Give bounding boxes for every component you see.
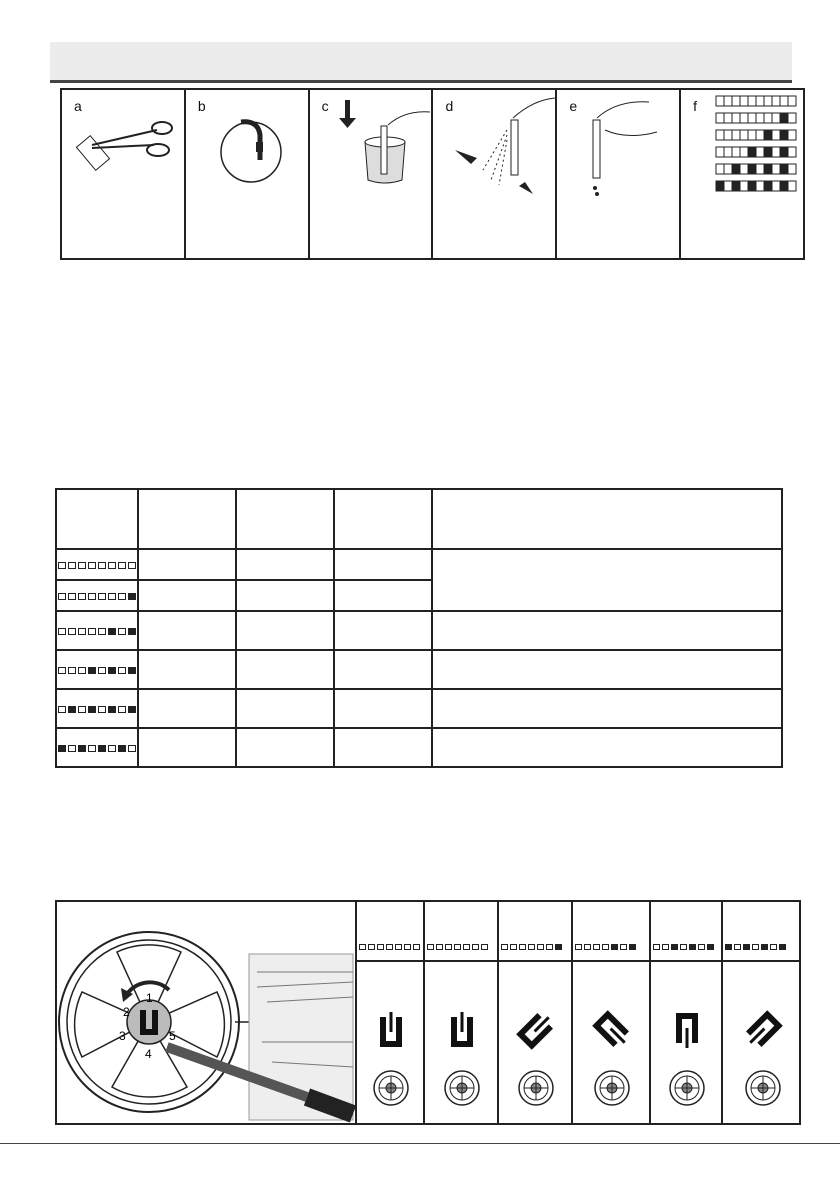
softener-dial-settings bbox=[55, 900, 801, 1125]
strip-square bbox=[748, 147, 756, 157]
strip-square bbox=[78, 745, 86, 752]
dial-position-icon bbox=[357, 962, 425, 1122]
test-strip-levels-icon bbox=[681, 90, 805, 260]
strip-pattern bbox=[58, 667, 136, 674]
setting-column bbox=[721, 902, 803, 1123]
dial-illustration bbox=[57, 902, 355, 1123]
table-header-cell bbox=[236, 489, 334, 549]
strip-square bbox=[427, 944, 434, 950]
strip-square bbox=[788, 96, 796, 106]
strip-square bbox=[128, 628, 136, 635]
strip-square bbox=[404, 944, 411, 950]
strip-square bbox=[78, 706, 86, 713]
step-panel-a bbox=[62, 90, 186, 258]
strip-square bbox=[575, 944, 582, 950]
strip-square bbox=[716, 113, 724, 123]
strip-square bbox=[716, 181, 724, 191]
strip-square bbox=[772, 130, 780, 140]
strip-square bbox=[118, 628, 126, 635]
step-label: b bbox=[197, 98, 206, 114]
strip-square bbox=[748, 130, 756, 140]
table-header-cell bbox=[334, 489, 432, 549]
strip-square bbox=[108, 706, 116, 713]
step-panel-f bbox=[681, 90, 803, 258]
strip-square bbox=[780, 147, 788, 157]
strip-square bbox=[780, 113, 788, 123]
step-label: c bbox=[321, 98, 329, 114]
strip-square bbox=[780, 96, 788, 106]
strip-square bbox=[359, 944, 366, 950]
strip-square bbox=[555, 944, 562, 950]
strip-square bbox=[756, 164, 764, 174]
strip-square bbox=[732, 164, 740, 174]
dial-number: 1 bbox=[146, 991, 153, 1005]
strip-square bbox=[128, 706, 136, 713]
strip-pattern bbox=[501, 944, 562, 950]
table-row bbox=[56, 611, 782, 650]
strip-square bbox=[68, 667, 76, 674]
setting-column bbox=[649, 902, 723, 1123]
strip-square bbox=[780, 164, 788, 174]
strip-square bbox=[756, 147, 764, 157]
strip-square bbox=[602, 944, 609, 950]
strip-square bbox=[748, 96, 756, 106]
strip-square bbox=[472, 944, 479, 950]
strip-square bbox=[772, 147, 780, 157]
strip-square bbox=[546, 944, 553, 950]
strip-square bbox=[98, 562, 106, 569]
table-row bbox=[56, 689, 782, 728]
strip-square bbox=[58, 706, 66, 713]
strip-square bbox=[68, 628, 76, 635]
strip-square bbox=[724, 181, 732, 191]
strip-square bbox=[716, 147, 724, 157]
table-header-cell bbox=[138, 489, 236, 549]
strip-square bbox=[629, 944, 636, 950]
tap-icon bbox=[186, 90, 310, 260]
strip-square bbox=[788, 147, 796, 157]
strip-square bbox=[58, 667, 66, 674]
dial-number: 2 bbox=[123, 1005, 130, 1019]
strip-square bbox=[128, 667, 136, 674]
strip-square bbox=[756, 113, 764, 123]
step-panel-c bbox=[310, 90, 434, 258]
strip-square bbox=[88, 593, 96, 600]
strip-square bbox=[788, 164, 796, 174]
strip-square bbox=[772, 96, 780, 106]
strip-square bbox=[740, 181, 748, 191]
strip-square bbox=[68, 593, 76, 600]
dial-position-icon bbox=[425, 962, 499, 1122]
setting-column bbox=[571, 902, 651, 1123]
strip-square bbox=[128, 745, 136, 752]
strip-square bbox=[88, 667, 96, 674]
strip-square bbox=[98, 667, 106, 674]
strip-square bbox=[772, 164, 780, 174]
strip-pattern bbox=[58, 562, 136, 569]
strip-square bbox=[386, 944, 393, 950]
strip-square bbox=[98, 593, 106, 600]
strip-square bbox=[689, 944, 696, 950]
strip-square bbox=[653, 944, 660, 950]
strip-square bbox=[756, 181, 764, 191]
strip-square bbox=[68, 706, 76, 713]
strip-square bbox=[743, 944, 750, 950]
strip-square bbox=[764, 181, 772, 191]
shake-strip-icon bbox=[433, 90, 557, 260]
setting-column bbox=[497, 902, 573, 1123]
strip-square bbox=[732, 181, 740, 191]
strip-square bbox=[413, 944, 420, 950]
strip-square bbox=[662, 944, 669, 950]
strip-square bbox=[108, 667, 116, 674]
dial-number: 4 bbox=[145, 1047, 152, 1061]
strip-square bbox=[698, 944, 705, 950]
strip-square bbox=[788, 113, 796, 123]
strip-square bbox=[764, 113, 772, 123]
strip-square bbox=[779, 944, 786, 950]
dip-strip-icon bbox=[310, 90, 434, 260]
strip-square bbox=[395, 944, 402, 950]
strip-pattern bbox=[58, 628, 136, 635]
strip-square bbox=[68, 562, 76, 569]
strip-square bbox=[108, 628, 116, 635]
strip-square bbox=[510, 944, 517, 950]
strip-square bbox=[732, 130, 740, 140]
strip-square bbox=[740, 147, 748, 157]
test-strip-steps bbox=[60, 88, 805, 260]
strip-square bbox=[593, 944, 600, 950]
strip-square bbox=[88, 745, 96, 752]
strip-cell bbox=[56, 611, 138, 650]
strip-pattern bbox=[427, 944, 488, 950]
strip-square bbox=[756, 130, 764, 140]
strip-square bbox=[764, 147, 772, 157]
step-panel-b bbox=[186, 90, 310, 258]
dial-position-icon bbox=[651, 962, 723, 1122]
strip-square bbox=[88, 562, 96, 569]
strip-square bbox=[118, 667, 126, 674]
strip-pattern bbox=[653, 944, 714, 950]
strip-cell bbox=[56, 580, 138, 611]
strip-square bbox=[118, 593, 126, 600]
strip-square bbox=[118, 706, 126, 713]
strip-square bbox=[98, 745, 106, 752]
strip-square bbox=[724, 147, 732, 157]
dial-position-icon bbox=[499, 962, 573, 1122]
strip-square bbox=[732, 96, 740, 106]
strip-square bbox=[724, 113, 732, 123]
strip-square bbox=[481, 944, 488, 950]
strip-square bbox=[537, 944, 544, 950]
strip-square bbox=[584, 944, 591, 950]
strip-square bbox=[740, 130, 748, 140]
strip-square bbox=[88, 706, 96, 713]
strip-square bbox=[772, 113, 780, 123]
step-label: a bbox=[74, 98, 82, 114]
strip-square bbox=[724, 130, 732, 140]
strip-square bbox=[611, 944, 618, 950]
strip-square bbox=[716, 96, 724, 106]
strip-square bbox=[368, 944, 375, 950]
hold-strip-icon bbox=[557, 90, 681, 260]
strip-square bbox=[58, 593, 66, 600]
strip-square bbox=[454, 944, 461, 950]
strip-pattern bbox=[359, 944, 420, 950]
strip-square bbox=[58, 628, 66, 635]
strip-square bbox=[620, 944, 627, 950]
strip-cell bbox=[56, 549, 138, 580]
strip-square bbox=[725, 944, 732, 950]
setting-column bbox=[423, 902, 499, 1123]
strip-square bbox=[716, 164, 724, 174]
table-row bbox=[56, 650, 782, 689]
step-label: e bbox=[569, 98, 578, 114]
strip-pattern bbox=[575, 944, 636, 950]
strip-square bbox=[78, 562, 86, 569]
strip-square bbox=[788, 181, 796, 191]
section-header-bar bbox=[50, 42, 792, 83]
strip-square bbox=[716, 130, 724, 140]
strip-square bbox=[680, 944, 687, 950]
strip-square bbox=[118, 745, 126, 752]
strip-square bbox=[98, 706, 106, 713]
strip-square bbox=[734, 944, 741, 950]
strip-square bbox=[118, 562, 126, 569]
strip-square bbox=[761, 944, 768, 950]
strip-square bbox=[78, 593, 86, 600]
strip-square bbox=[128, 562, 136, 569]
strip-square bbox=[78, 628, 86, 635]
table-header-cell bbox=[56, 489, 138, 549]
table-header-cell bbox=[432, 489, 782, 549]
step-label: f bbox=[693, 98, 698, 114]
strip-square bbox=[740, 96, 748, 106]
strip-pattern bbox=[725, 944, 786, 950]
strip-square bbox=[108, 745, 116, 752]
step-label: d bbox=[445, 98, 454, 114]
strip-cell bbox=[56, 728, 138, 767]
strip-square bbox=[780, 130, 788, 140]
strip-square bbox=[377, 944, 384, 950]
strip-cell bbox=[56, 650, 138, 689]
table-row bbox=[56, 728, 782, 767]
strip-square bbox=[764, 96, 772, 106]
strip-pattern bbox=[58, 745, 136, 752]
strip-square bbox=[748, 113, 756, 123]
dial-number: 3 bbox=[119, 1029, 126, 1043]
strip-square bbox=[78, 667, 86, 674]
strip-square bbox=[724, 164, 732, 174]
step-panel-d bbox=[433, 90, 557, 258]
strip-square bbox=[732, 147, 740, 157]
strip-square bbox=[519, 944, 526, 950]
dial-position-icon bbox=[723, 962, 803, 1122]
strip-square bbox=[752, 944, 759, 950]
strip-square bbox=[68, 745, 76, 752]
step-panel-e bbox=[557, 90, 681, 258]
scissors-icon bbox=[62, 90, 182, 260]
page-footer-line bbox=[0, 1143, 840, 1144]
strip-square bbox=[748, 181, 756, 191]
strip-square bbox=[770, 944, 777, 950]
strip-square bbox=[88, 628, 96, 635]
strip-square bbox=[98, 628, 106, 635]
strip-square bbox=[788, 130, 796, 140]
strip-square bbox=[764, 164, 772, 174]
strip-square bbox=[671, 944, 678, 950]
strip-square bbox=[128, 593, 136, 600]
strip-square bbox=[764, 130, 772, 140]
strip-cell bbox=[56, 689, 138, 728]
strip-square bbox=[445, 944, 452, 950]
strip-square bbox=[756, 96, 764, 106]
strip-square bbox=[740, 164, 748, 174]
strip-square bbox=[740, 113, 748, 123]
strip-square bbox=[528, 944, 535, 950]
dial-number: 5 bbox=[169, 1029, 176, 1043]
strip-square bbox=[108, 593, 116, 600]
strip-square bbox=[58, 562, 66, 569]
strip-square bbox=[707, 944, 714, 950]
strip-square bbox=[463, 944, 470, 950]
dial-position-icon bbox=[573, 962, 651, 1122]
strip-pattern bbox=[58, 593, 136, 600]
strip-square bbox=[772, 181, 780, 191]
table-row bbox=[56, 549, 782, 580]
setting-column bbox=[355, 902, 425, 1123]
strip-square bbox=[58, 745, 66, 752]
strip-square bbox=[748, 164, 756, 174]
strip-square bbox=[436, 944, 443, 950]
strip-square bbox=[732, 113, 740, 123]
strip-square bbox=[501, 944, 508, 950]
strip-square bbox=[108, 562, 116, 569]
strip-pattern bbox=[58, 706, 136, 713]
strip-square bbox=[780, 181, 788, 191]
strip-square bbox=[724, 96, 732, 106]
water-hardness-table bbox=[55, 488, 783, 768]
